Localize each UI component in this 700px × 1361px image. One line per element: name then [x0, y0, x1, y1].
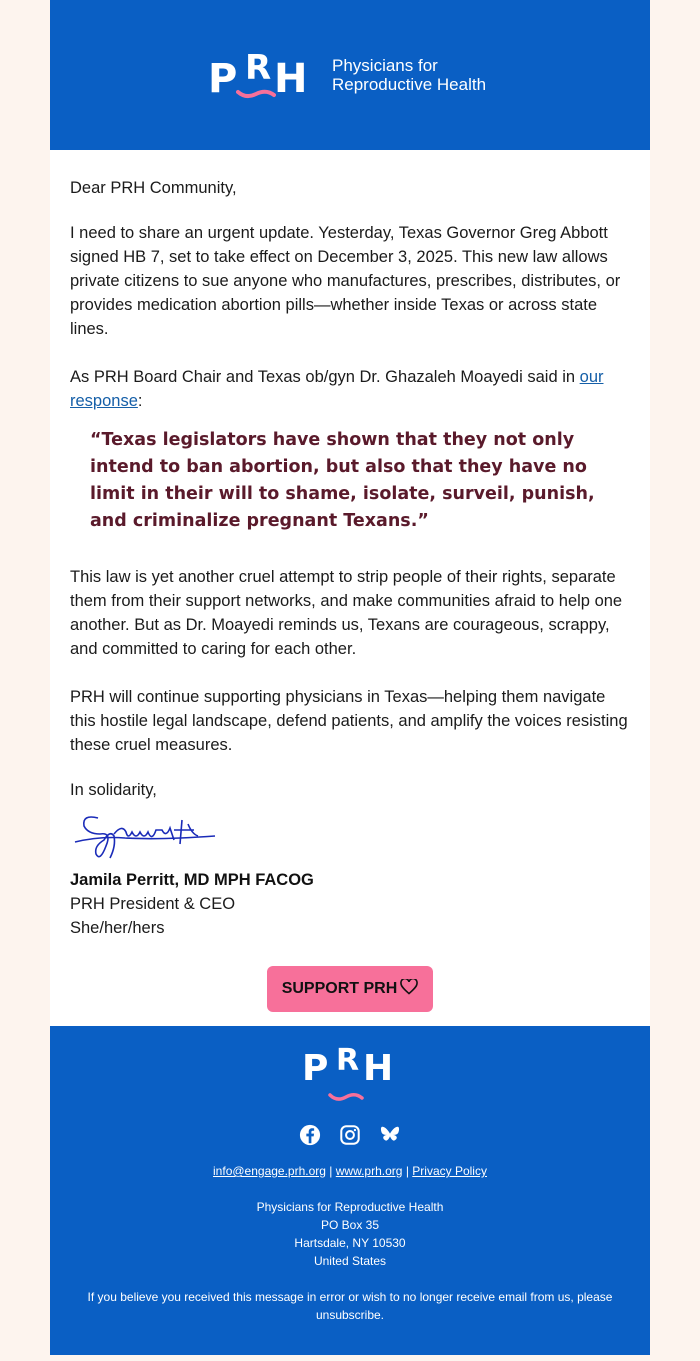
link-separator-1: | [329, 1164, 333, 1178]
support-prh-label: SUPPORT PRH [281, 980, 398, 997]
pull-quote: “Texas legislators have shown that they not only intend to ban abortion, but also that they have no limit in their will to shame, isolate, surveil, punish, and criminalize pregnant Texans.” [90, 430, 595, 531]
paragraph-4: PRH will continue supporting physicians in Texas—helping them navigate this hostile legal landscape, defend patients, and amplify the voices resisting these cruel measures. [70, 688, 628, 754]
footer-logo-smile-icon [328, 1092, 364, 1102]
logo-letter-h: H [274, 56, 308, 102]
our-response-link[interactable]: our response [70, 368, 604, 410]
social-icons [50, 1124, 650, 1146]
signature-image [70, 806, 630, 868]
email-container [50, 0, 650, 1355]
logo-tagline [332, 56, 486, 94]
footer-links [50, 1162, 650, 1180]
email-body [50, 150, 650, 1026]
email-link[interactable]: info@engage.prh.org [213, 1164, 326, 1178]
paragraph-2-suffix: : [137, 392, 143, 410]
signer-name: Jamila Perritt, MD MPH FACOG [70, 871, 314, 889]
paragraph-1: I need to share an urgent update. Yesterday, Texas Governor Greg Abbott signed HB 7, set to take effect on December 3, 2025. This new law allows private citizens to sue anyone who manufactures, prescribes, distributes, or provides medication abortion pills—whether inside Texas or across state lines. [70, 224, 621, 338]
logo-letter-p: P [208, 56, 238, 102]
mailing-address [50, 1198, 650, 1270]
footer-prh-logo[interactable] [302, 1043, 402, 1102]
signer-pronouns: She/her/hers [70, 919, 165, 937]
email-footer [50, 1026, 650, 1355]
bluesky-icon[interactable] [379, 1124, 401, 1146]
paragraph-2 [70, 365, 630, 413]
address-country: United States [313, 1254, 387, 1268]
website-link[interactable]: www.prh.org [335, 1164, 403, 1178]
tagline-line-2: Reproductive Health [332, 75, 487, 94]
address-city: Hartsdale, NY 10530 [294, 1236, 406, 1250]
cta-container [70, 966, 630, 1012]
signer-title: PRH President & CEO [70, 895, 236, 913]
greeting: Dear PRH Community, [70, 179, 237, 197]
footer-logo-letter-p: P [302, 1048, 329, 1089]
paragraph-3: This law is yet another cruel attempt to strip people of their rights, separate them from their support networks, and make communities afraid to help one another. But as Dr. Moayedi reminds us, Texans are courageous, scrappy, and committed to caring for each other. [70, 568, 623, 658]
support-prh-button[interactable] [267, 966, 434, 1012]
email-header [50, 0, 650, 150]
prh-logo[interactable] [208, 48, 486, 102]
facebook-icon[interactable] [299, 1124, 321, 1146]
heart-icon [400, 979, 418, 995]
instagram-icon[interactable] [339, 1124, 361, 1146]
link-separator-2: | [405, 1164, 409, 1178]
privacy-policy-link[interactable]: Privacy Policy [412, 1164, 487, 1178]
address-po-box: PO Box 35 [320, 1218, 380, 1232]
tagline-line-1: Physicians for [332, 56, 438, 75]
paragraph-2-prefix: As PRH Board Chair and Texas ob/gyn Dr. Ghazaleh Moayedi said in [70, 368, 580, 386]
footer-logo-letter-r: R [336, 1043, 360, 1078]
logo-smile-icon [236, 89, 276, 99]
logo-letter-r: R [245, 48, 272, 88]
closing: In solidarity, [70, 781, 157, 799]
logo-mark [208, 48, 308, 102]
unsubscribe-text[interactable]: If you believe you received this message in error or wish to no longer receive email from us, please unsubscribe. [87, 1290, 613, 1322]
address-org: Physicians for Reproductive Health [256, 1200, 444, 1214]
footer-logo-letter-h: H [363, 1048, 394, 1089]
